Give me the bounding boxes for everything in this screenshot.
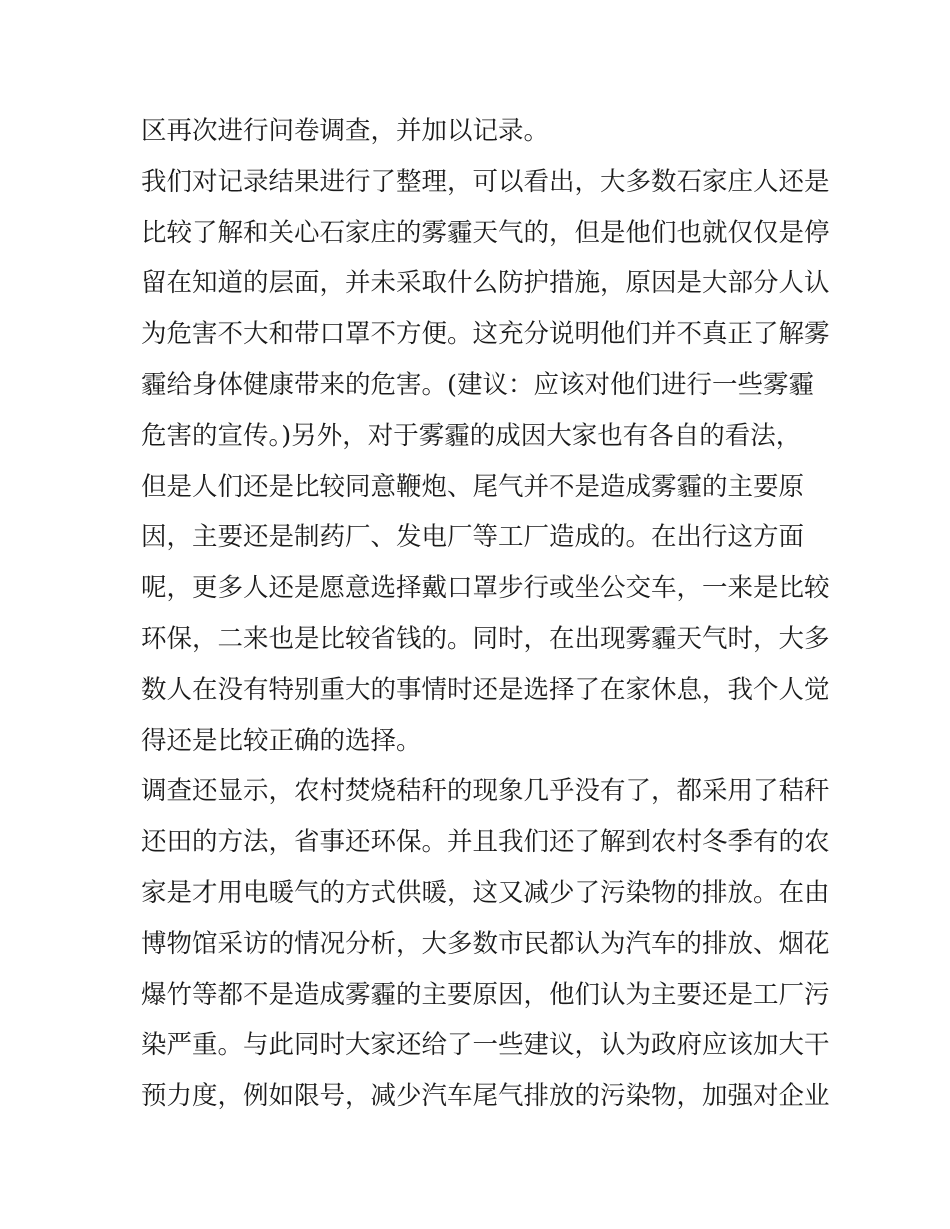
- text-line: 预力度，例如限号，减少汽车尾气排放的污染物，加强对企业: [141, 1081, 830, 1112]
- text-line: 调查还显示，农村焚烧秸秆的现象几乎没有了，都采用了秸秆: [141, 776, 830, 807]
- text-line: 我们对记录结果进行了整理，可以看出，大多数石家庄人还是: [141, 166, 830, 197]
- text-line: 霾给身体健康带来的危害。(建议：应该对他们进行一些雾霾: [141, 369, 814, 400]
- text-line: 呢，更多人还是愿意选择戴口罩步行或坐公交车，一来是比较: [141, 573, 830, 604]
- text-line: 家是才用电暖气的方式供暖，这又减少了污染物的排放。在由: [141, 877, 830, 908]
- text-line: 为危害不大和带口罩不方便。这充分说明他们并不真正了解雾: [141, 319, 830, 350]
- text-line: 危害的宣传。)另外，对于雾霾的成因大家也有各自的看法，: [141, 420, 802, 451]
- text-line: 环保，二来也是比较省钱的。同时，在出现雾霾天气时，大多: [141, 623, 830, 654]
- text-line: 比较了解和关心石家庄的雾霾天气的，但是他们也就仅仅是停: [141, 217, 830, 248]
- body-text: [141, 106, 830, 1122]
- text-line: 得还是比较正确的选择。: [141, 725, 422, 756]
- text-line: 博物馆采访的情况分析，大多数市民都认为汽车的排放、烟花: [141, 928, 830, 959]
- text-line: 还田的方法，省事还环保。并且我们还了解到农村冬季有的农: [141, 827, 830, 858]
- text-line: 染严重。与此同时大家还给了一些建议，认为政府应该加大干: [141, 1030, 830, 1061]
- text-line: 但是人们还是比较同意鞭炮、尾气并不是造成雾霾的主要原: [141, 471, 805, 502]
- text-line: 留在知道的层面，并未采取什么防护措施，原因是大部分人认: [141, 268, 830, 299]
- text-line: 区再次进行问卷调查，并加以记录。: [141, 116, 550, 146]
- text-line: 数人在没有特别重大的事情时还是选择了在家休息，我个人觉: [141, 674, 830, 705]
- text-line: 因，主要还是制药厂、发电厂等工厂造成的。在出行这方面: [141, 522, 805, 553]
- text-line: 爆竹等都不是造成雾霾的主要原因，他们认为主要还是工厂污: [141, 979, 830, 1010]
